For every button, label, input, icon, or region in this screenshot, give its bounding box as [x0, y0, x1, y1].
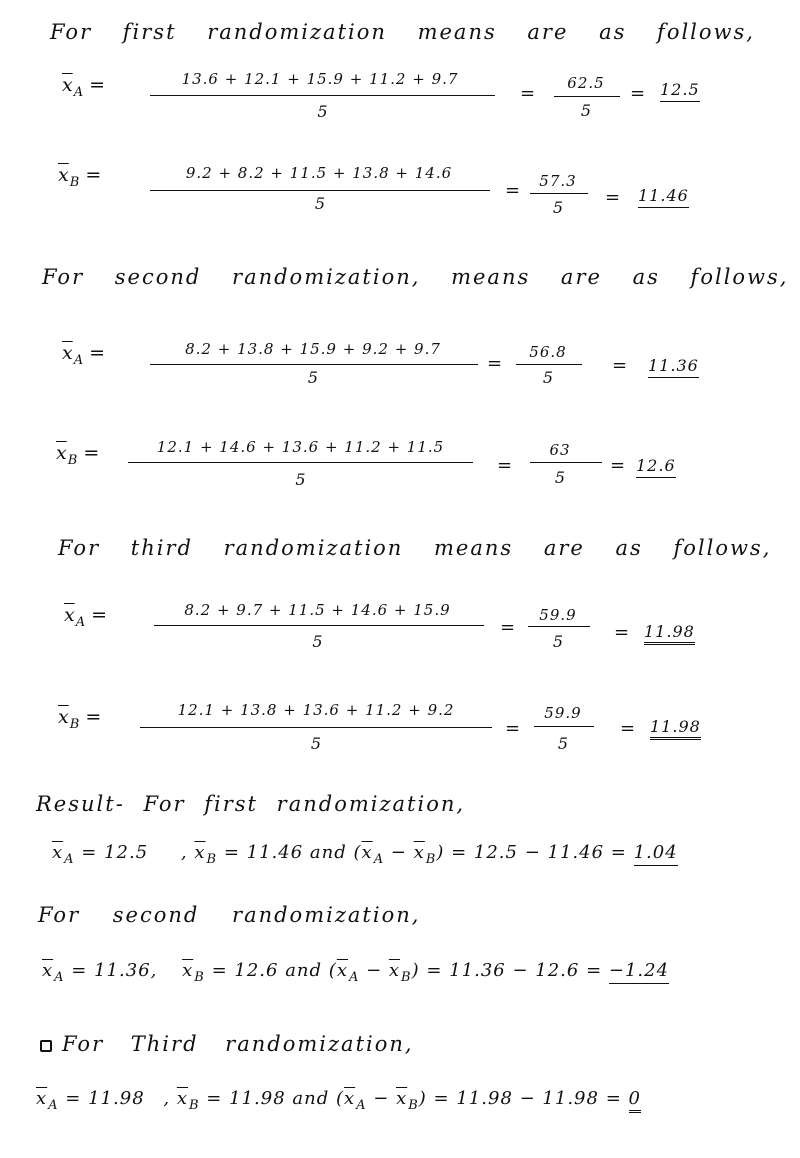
mean-b-result: 12.6 [636, 456, 676, 475]
mean-a-symbol: $\overline{x}_A$ = [62, 74, 106, 100]
sum-numerator: 9.2 + 8.2 + 11.5 + 13.8 + 14.6 [185, 164, 453, 182]
total-numerator: 59.9 [544, 704, 582, 722]
equals-sign: = [630, 83, 646, 104]
difference-value: 0 [629, 1088, 641, 1113]
equals-sign: = [497, 455, 513, 476]
fraction-bar [128, 462, 473, 463]
mean-b-symbol: $\overline{x}_B$ = [58, 164, 102, 190]
sum-numerator: 13.6 + 12.1 + 15.9 + 11.2 + 9.7 [181, 70, 459, 88]
sum-denominator: 5 [310, 734, 322, 753]
total-denominator: 5 [542, 368, 554, 387]
total-numerator: 59.9 [539, 606, 577, 624]
fraction-bar [530, 193, 588, 194]
mean-b-result: 11.98 [650, 717, 701, 736]
fraction-bar [150, 95, 495, 96]
section-3-heading: For third randomization means are as follows, [58, 536, 772, 560]
mean-b-symbol: $\overline{x}_B$ = [56, 442, 100, 468]
result-line-third: $\overline{x}_A = 11.98$ , $\overline{x}_B = 11.98$ and $(\overline{x}_A - \overline{x}_B) = 11.98 - 11.98 = 0$ [36, 1088, 641, 1113]
sum-numerator: 12.1 + 13.8 + 13.6 + 11.2 + 9.2 [177, 701, 455, 719]
mean-a-result: 12.5 [660, 80, 700, 99]
sum-denominator: 5 [295, 470, 306, 489]
total-numerator: 56.8 [529, 343, 567, 361]
total-denominator: 5 [554, 468, 566, 487]
section-2-heading: For second randomization, means are as follows, [42, 265, 789, 289]
difference-value: −1.24 [609, 960, 669, 984]
total-numerator: 62.5 [567, 74, 605, 92]
equals-sign: = [505, 718, 521, 739]
sum-denominator: 5 [314, 194, 326, 213]
sum-denominator: 5 [312, 632, 323, 651]
fraction-bar [534, 726, 594, 727]
sum-denominator: 5 [307, 368, 319, 387]
fraction-bar [516, 364, 582, 365]
fraction-bar [150, 190, 490, 191]
difference-value: 1.04 [634, 842, 678, 866]
equals-sign: = [505, 180, 521, 201]
total-denominator: 5 [557, 734, 569, 753]
mean-b-symbol: $\overline{x}_B$ = [58, 706, 102, 732]
mean-a-result: 11.36 [648, 356, 699, 375]
total-denominator: 5 [552, 632, 564, 651]
result-heading: Result- For first randomization, [36, 792, 466, 816]
sum-denominator: 5 [317, 102, 328, 121]
equals-sign: = [500, 617, 516, 638]
total-denominator: 5 [580, 101, 592, 120]
mean-a-symbol: $\overline{x}_A$ = [64, 604, 108, 630]
equals-sign: = [605, 187, 621, 208]
fraction-bar [554, 96, 620, 97]
equals-sign: = [614, 622, 630, 643]
total-numerator: 63 [549, 441, 571, 459]
mean-a-result: 11.98 [644, 622, 695, 641]
fraction-bar [140, 727, 492, 728]
equals-sign: = [620, 718, 636, 739]
total-numerator: 57.3 [539, 172, 577, 190]
mean-a-symbol: $\overline{x}_A$ = [62, 342, 106, 368]
total-denominator: 5 [552, 198, 564, 217]
scribble-mark-icon [40, 1040, 52, 1052]
fraction-bar [528, 626, 590, 627]
section-1-heading: For first randomization means are as follows, [50, 20, 755, 44]
result-line-second: $\overline{x}_A = 11.36$, $\overline{x}_B = 12.6$ and $(\overline{x}_A - \overline{x}_B) = 11.36 - 12.6 = -1.24$ [42, 960, 670, 985]
result-second-heading: For second randomization, [38, 903, 421, 927]
mean-b-result: 11.46 [638, 186, 689, 205]
result-line-first: $\overline{x}_A = 12.5$ , $\overline{x}_B = 11.46$ and $(\overline{x}_A - \overline{x}_B) = 12.5 - 11.46 = 1.04$ [52, 842, 678, 867]
equals-sign: = [612, 355, 628, 376]
fraction-bar [530, 462, 602, 463]
equals-sign: = [520, 83, 536, 104]
fraction-bar [150, 364, 478, 365]
sum-numerator: 12.1 + 14.6 + 13.6 + 11.2 + 11.5 [156, 438, 445, 456]
sum-numerator: 8.2 + 13.8 + 15.9 + 9.2 + 9.7 [185, 340, 441, 358]
result-third-heading: For Third randomization, [38, 1032, 414, 1056]
fraction-bar [154, 625, 484, 626]
equals-sign: = [610, 455, 626, 476]
sum-numerator: 8.2 + 9.7 + 11.5 + 14.6 + 15.9 [184, 601, 451, 619]
equals-sign: = [487, 353, 503, 374]
